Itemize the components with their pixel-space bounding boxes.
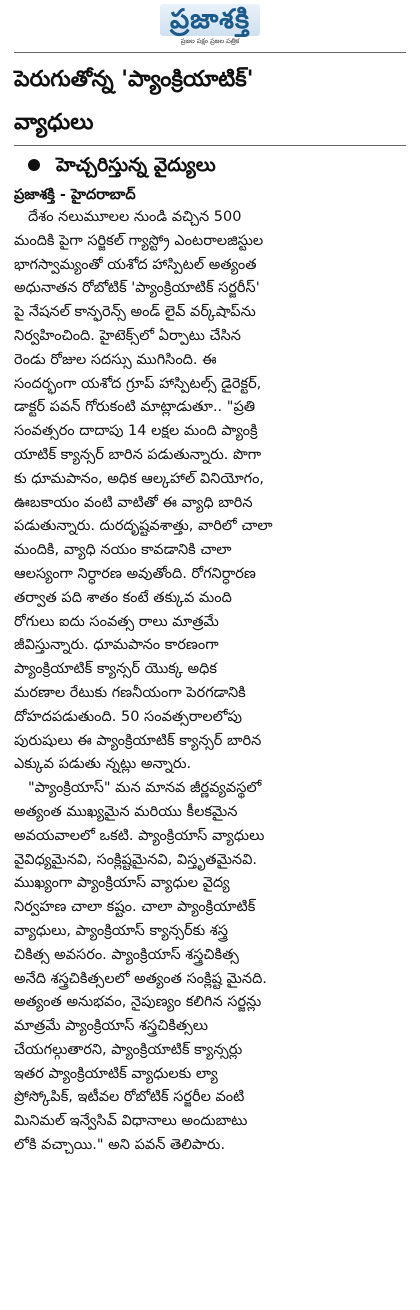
body-line: ప్రోస్కోపిక్, ఇటీవల రోబోటిక్ సర్జరీల వంటి xyxy=(14,1089,245,1106)
header-rule xyxy=(14,52,406,53)
body-line: అవయవాలలో ఒకటి. ప్యాంక్రియాస్ వ్యాధులు xyxy=(14,827,265,844)
article-body xyxy=(14,206,414,1158)
masthead-tagline: ప్రజల పక్షం ప్రజల పత్రిక xyxy=(180,37,240,45)
body-line: వ్యాధులు, ప్యాంక్రియాస్ క్యాన్సర్‌కు శస్త్ర xyxy=(14,922,228,939)
body-line: సందర్భంగా యశోద గ్రూప్ హాస్పిటల్స్ డైరెక్టర్, xyxy=(14,375,262,392)
body-line: మందికి పైగా సర్జికల్ గ్యాస్ట్రో ఎంటరాలజిస్టుల xyxy=(14,232,264,249)
subhead-text: హెచ్చరిస్తున్న వైద్యులు xyxy=(56,154,216,176)
body-line: డాక్టర్ పవన్ గోరుకంటి మాట్లాడుతూ.. "ప్రతి xyxy=(14,399,256,416)
body-line: జీవిస్తున్నారు. ధూమపానం కారణంగా xyxy=(14,637,219,654)
body-line: చికిత్స అవసరం. ప్యాంక్రియాస్ శస్త్రచికిత్స xyxy=(14,946,239,963)
body-line: దేశం నలుమూలల నుండి వచ్చిన 500 xyxy=(28,209,242,225)
body-line: అధునాతన రోబోటిక్ 'ప్యాంక్రియాటిక్ సర్జరీస్' xyxy=(14,280,260,297)
dateline: ప్రజాశక్తి - హైదరాబాద్ xyxy=(14,187,136,203)
body-line: దోహదపడుతుంది. 50 సంవత్సరాలలోపు xyxy=(14,708,243,725)
headline-rule xyxy=(14,145,406,146)
masthead xyxy=(0,4,420,50)
body-line: లోకి వచ్చాయి." అని పవన్ తెలిపారు. xyxy=(14,1137,226,1154)
headline-line-1: పెరుగుతోన్న 'ప్యాంక్రియాటిక్' xyxy=(14,67,254,92)
body-line: అనేది శస్త్రచికిత్సలలో అత్యంత సంక్లిష్ట మైనది. xyxy=(14,970,267,987)
body-line: "ప్యాంక్రియాస్" మన మానవ జీర్ణవ్యవస్థలో xyxy=(28,780,262,797)
body-line: మినిమల్ ఇన్వేసివ్ విధానాలు అందుబాటు xyxy=(14,1113,248,1130)
body-line: మందికి, వ్యాధి నయం కావడానికి చాలా xyxy=(14,542,232,559)
body-line: పడుతున్నారు. దురదృష్టవశాత్తు, వారిలో చాలా xyxy=(14,518,273,535)
body-line: ఇతర ప్యాంక్రియాటిక్ వ్యాధులకు ల్యా xyxy=(14,1065,218,1082)
article-subhead xyxy=(28,150,216,180)
body-line: ఆలస్యంగా నిర్ధారణ అవుతోంది. రోగనిర్ధారణ xyxy=(14,565,256,582)
bullet-icon xyxy=(28,159,40,171)
body-line: అత్యంత అనుభవం, నైపుణ్యం కలిగిన సర్జన్లు xyxy=(14,994,262,1011)
body-line: ముఖ్యంగా ప్యాంక్రియాస్ వ్యాధుల వైద్య xyxy=(14,875,230,892)
body-line: అత్యంత ముఖ్యమైన మరియు కీలకమైన xyxy=(14,803,238,820)
body-line: మాత్రమే ప్యాంక్రియాస్ శస్త్రచికిత్సలు xyxy=(14,1018,209,1035)
body-line: భాగస్వామ్యంతో యశోద హాస్పిటల్ అత్యంత xyxy=(14,256,257,273)
headline-line-2: వ్యాధులు xyxy=(14,110,94,135)
body-line: చేయగల్గుతారని, ప్యాంక్రియాటిక్ క్యాన్సర్లు xyxy=(14,1041,243,1058)
body-line: నిర్వహించింది. హైటెక్స్‌లో ఏర్పాటు చేసిన xyxy=(14,327,241,344)
article-headline xyxy=(14,58,409,144)
body-line: ఎక్కువ పడుతు న్నట్లు అన్నారు. xyxy=(14,756,192,773)
body-line: ఊబకాయం వంటి వాటితో ఈ వ్యాధి బారిన xyxy=(14,494,253,511)
newspaper-logo: ప్రజాశక్తి xyxy=(160,4,260,36)
body-line: కు ధూమపానం, అధిక ఆల్కహాల్ వినియోగం, xyxy=(14,470,265,487)
body-line: పురుషులు ఈ ప్యాంక్రియాటిక్ క్యాన్సర్ బారిన xyxy=(14,732,262,749)
body-line: రెండు రోజుల సదస్సు ముగిసింది. ఈ xyxy=(14,351,217,368)
body-line: సంవత్సరం దాదాపు 14 లక్షల మంది ప్యాంక్రి xyxy=(14,423,258,440)
body-line: మరణాల రేటుకు గణనీయంగా పెరగడానికి xyxy=(14,684,246,701)
body-line: నిర్వహణ చాలా కష్టం. చాలా ప్యాంక్రియాటిక్ xyxy=(14,899,256,916)
body-line: తర్వాత పది శాతం కంటే తక్కువ మంది xyxy=(14,589,232,606)
body-line: ప్యాంక్రియాటిక్ క్యాన్సర్ యొక్క అధిక xyxy=(14,661,217,678)
body-line: యాటిక్ క్యాన్సర్ బారిన పడుతున్నారు. పొగా xyxy=(14,446,262,463)
body-line: రోగులు ఐదు సంవత్స రాలు మాత్రమే xyxy=(14,613,219,630)
body-line: వైవిధ్యమైనవి, సంక్లిష్టమైనవి, విస్తృతమైనవి. xyxy=(14,851,258,868)
body-line: పై నేషనల్ కాన్ఫరెన్స్ అండ్ లైవ్ వర్క్‌షాప్‌ను xyxy=(14,304,256,321)
